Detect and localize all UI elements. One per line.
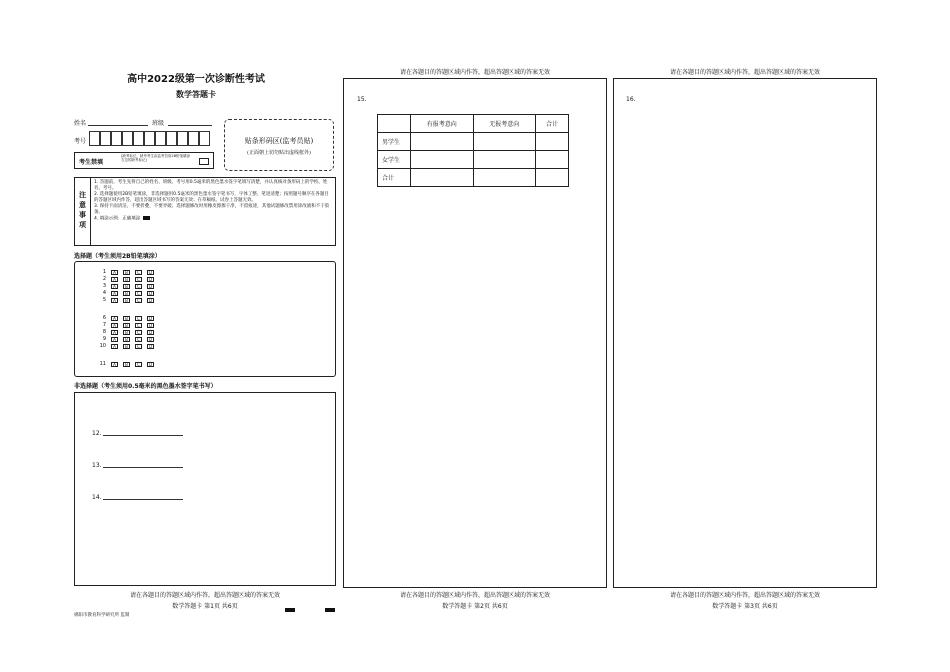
table-header: 有报考意向 [411, 115, 474, 133]
exam-subtitle: 数学答题卡 [176, 90, 216, 99]
row-label: 男学生 [378, 133, 411, 151]
table-row [378, 133, 569, 151]
choice-bubble-d[interactable]: D [148, 337, 153, 342]
choice-bubble-c[interactable]: C [135, 330, 142, 335]
table-cell[interactable] [536, 133, 569, 151]
table-header: 合计 [536, 115, 569, 133]
choice-bubble-a[interactable]: A [111, 323, 118, 328]
timing-mark-1 [285, 608, 295, 612]
q14-answer-line[interactable] [103, 499, 183, 500]
choice-number: 10 [99, 343, 106, 349]
absent-checkbox[interactable] [199, 158, 209, 165]
q15-label: 15. [357, 96, 367, 103]
q12-label: 12. [92, 430, 102, 437]
table-row [378, 169, 569, 187]
q16-label: 16. [626, 96, 636, 103]
q12-answer-line[interactable] [103, 435, 183, 436]
page1-footer: 数学答题卡 第1页 共6页 [172, 603, 238, 610]
choice-bubble-b[interactable]: B [123, 344, 130, 349]
absent-label: 考生禁填 [79, 159, 104, 166]
barcode-subtitle: (正面朝上切勿贴出虚线框外) [247, 150, 311, 156]
name-field[interactable] [88, 125, 148, 126]
notice-title [75, 178, 91, 245]
choice-bubble-b[interactable]: B [123, 362, 130, 367]
table-header: 无报考意向 [473, 115, 536, 133]
class-field[interactable] [168, 125, 212, 126]
choice-bubble-a[interactable]: A [111, 344, 118, 349]
exam-title: 高中2022级第一次诊断性考试 [127, 74, 265, 85]
choice-number: 8 [102, 329, 106, 335]
table-corner [378, 115, 411, 133]
class-label: 班级 [152, 120, 165, 127]
choice-bubble-d[interactable]: D [148, 323, 153, 328]
notice-item-3: 3. 保持卡面清洁，不要折叠，不要弄破；选择题修改时用橡皮擦擦干净，不留痕迹，其他试题修改禁用涂改液和不干胶条。 [94, 204, 330, 215]
choice-bubble-b[interactable]: B [123, 270, 130, 275]
choice-bubble-a[interactable]: A [111, 298, 118, 303]
notice-text [94, 180, 332, 223]
choice-bubble-d[interactable]: D [148, 291, 153, 296]
timing-mark-2 [325, 608, 335, 612]
page3-footer: 数学答题卡 第3页 共6页 [712, 603, 778, 610]
id-label: 考号 [74, 138, 87, 145]
page2-bottom-warning: 请在各题目的答题区域内作答，超出答题区域的答案无效 [399, 592, 550, 599]
choice-bubble-b[interactable]: B [123, 298, 130, 303]
choice-number: 4 [102, 290, 106, 296]
table-cell[interactable] [473, 169, 536, 187]
q13-answer-line[interactable] [103, 467, 183, 468]
choice-bubble-c[interactable]: C [135, 291, 142, 296]
row-label: 女学生 [378, 151, 411, 169]
choice-bubble-d[interactable]: D [148, 298, 153, 303]
choice-number: 1 [102, 269, 106, 275]
choice-number: 9 [102, 336, 106, 342]
page3-bottom-warning: 请在各题目的答题区域内作答，超出答题区域的答案无效 [669, 592, 820, 599]
choice-number: 2 [102, 276, 106, 282]
choice-bubble-c[interactable]: C [135, 362, 142, 367]
publisher-note: 绵阳市教育科学研究所 监制 [74, 613, 130, 618]
absent-note: (缺考标记，缺考考生由监考员用2B铅笔填涂右边的缺考标记) [121, 154, 190, 162]
choice-number: 11 [99, 361, 106, 367]
choice-bubble-a[interactable]: A [111, 337, 118, 342]
name-label: 姓名 [74, 120, 87, 127]
choice-bubble-c[interactable]: C [135, 323, 142, 328]
choice-number: 3 [102, 283, 106, 289]
choice-bubble-a[interactable]: A [111, 270, 118, 275]
barcode-title: 贴条形码区(监考员贴) [244, 137, 314, 145]
choice-bubble-c[interactable]: C [135, 316, 142, 321]
choice-bubble-a[interactable]: A [111, 316, 118, 321]
table-cell[interactable] [411, 133, 474, 151]
id-grid[interactable] [89, 131, 215, 146]
choice-bubble-d[interactable]: D [148, 270, 153, 275]
choice-bubble-d[interactable]: D [148, 362, 153, 367]
notice-item-1: 1. 答题前，考生先将自己的姓名、班级、考号用0.5毫米的黑色墨水签字笔填写清楚，并认真核对条形码上的学校、姓名、考号。 [94, 180, 328, 191]
page2-top-warning: 请在各题目的答题区域内作答，超出答题区域的答案无效 [399, 69, 550, 76]
choice-bubble-b[interactable]: B [123, 316, 130, 321]
choice-bubble-c[interactable]: C [135, 284, 142, 289]
notice-title-text: 注意事项 [79, 191, 86, 229]
choice-bubble-b[interactable]: B [123, 291, 130, 296]
table-cell[interactable] [411, 169, 474, 187]
choice-bubble-d[interactable]: D [148, 330, 153, 335]
choice-bubble-d[interactable]: D [148, 316, 153, 321]
q14-label: 14. [92, 494, 102, 501]
choice-bubble-c[interactable]: C [135, 270, 142, 275]
absent-box [74, 152, 214, 169]
choice-bubble-d[interactable]: D [148, 277, 153, 282]
choice-bubble-b[interactable]: B [123, 323, 130, 328]
table-cell[interactable] [411, 151, 474, 169]
q13-label: 13. [92, 462, 102, 469]
choice-bubble-b[interactable]: B [123, 284, 130, 289]
q16-answer-area[interactable] [613, 78, 877, 588]
page2-footer: 数学答题卡 第2页 共6页 [442, 603, 508, 610]
choice-bubble-a[interactable]: A [111, 362, 118, 367]
choice-number: 6 [102, 315, 106, 321]
choice-bubble-b[interactable]: B [123, 330, 130, 335]
choice-number: 7 [102, 322, 106, 328]
page1-bottom-warning: 请在各题目的答题区域内作答，超出答题区域的答案无效 [129, 592, 280, 599]
table-row [378, 151, 569, 169]
table-cell[interactable] [536, 169, 569, 187]
choice-bubble-a[interactable]: A [111, 284, 118, 289]
q15-table [377, 114, 569, 187]
choice-bubble-a[interactable]: A [111, 291, 118, 296]
fill-sample [143, 216, 150, 220]
page3-top-warning: 请在各题目的答题区域内作答，超出答题区域的答案无效 [669, 69, 820, 76]
notice-item-2: 2. 选择题使用2B铅笔填涂，非选择题用0.5毫米的黑色墨水签字笔书写，字体工整、笔迹清楚；按照题号顺序在各题目的答题区域内作答，超出答题区域书写的答案无效；在草稿纸、试卷上答题无效。 [94, 192, 329, 203]
table-cell[interactable] [473, 133, 536, 151]
choice-bubble-a[interactable]: A [111, 277, 118, 282]
choice-header: 选择题（考生须用2B铅笔填涂） [74, 253, 161, 260]
notice-box [74, 177, 336, 246]
barcode-area [224, 119, 334, 171]
choice-bubble-c[interactable]: C [135, 344, 142, 349]
choice-bubble-c[interactable]: C [135, 277, 142, 282]
choice-bubble-b[interactable]: B [123, 337, 130, 342]
nonchoice-area[interactable] [74, 392, 336, 586]
notice-item-4 [94, 216, 332, 223]
notice-item-4-text: 4. 填涂示例：正确填涂 [94, 216, 141, 222]
nonchoice-header: 非选择题（考生须用0.5毫米的黑色墨水签字笔书写） [74, 383, 217, 390]
table-cell[interactable] [536, 151, 569, 169]
table-cell[interactable] [473, 151, 536, 169]
row-label: 合计 [378, 169, 411, 187]
choice-bubble-c[interactable]: C [135, 298, 142, 303]
choice-bubble-d[interactable]: D [148, 284, 153, 289]
choice-number: 5 [102, 297, 106, 303]
choice-bubble-d[interactable]: D [148, 344, 153, 349]
choice-bubble-a[interactable]: A [111, 330, 118, 335]
table-header-row [378, 115, 569, 133]
choice-bubble-b[interactable]: B [123, 277, 130, 282]
choice-bubble-c[interactable]: C [135, 337, 142, 342]
